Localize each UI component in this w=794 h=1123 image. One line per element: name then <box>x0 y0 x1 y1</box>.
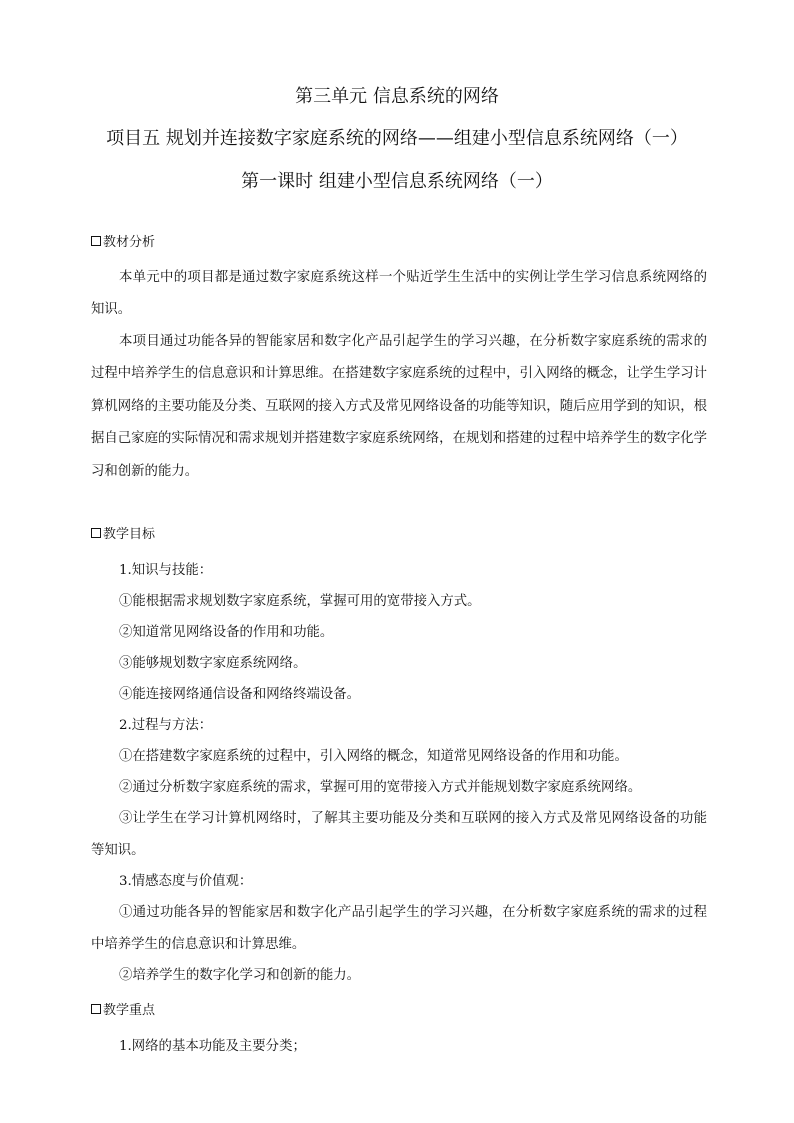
goal-item: ①通过功能各异的智能家居和数字化产品引起学生的学习兴趣，在分析数字家庭系统的需求的过程中培养学生的信息意识和计算思维。 <box>91 905 707 953</box>
goal-item: ④能连接网络通信设备和网络终端设备。 <box>119 687 361 702</box>
section-heading-goals <box>91 526 155 544</box>
checkbox-bullet-icon <box>91 528 101 538</box>
goal-label-process: 2.过程与方法： <box>119 718 213 733</box>
analysis-paragraph-1: 本单元中的项目都是通过数字家庭系统这样一个贴近学生生活中的实例让学生学习信息系统网络的知识。 <box>91 270 707 318</box>
project-title: 项目五 规划并连接数字家庭系统的网络——组建小型信息系统网络（一） <box>106 128 688 149</box>
section-heading-key-points <box>91 1002 155 1020</box>
goal-item: ②通过分析数字家庭系统的需求，掌握可用的宽带接入方式并能规划数字家庭系统网络。 <box>119 780 642 795</box>
goal-item: ②知道常见网络设备的作用和功能。 <box>119 625 334 640</box>
goal-item: ③能够规划数字家庭系统网络。 <box>119 656 307 671</box>
section-heading-label: 教材分析 <box>103 235 156 250</box>
analysis-paragraph-2: 本项目通过功能各异的智能家居和数字化产品引起学生的学习兴趣，在分析数字家庭系统的需求的过程中培养学生的信息意识和计算思维。在搭建数字家庭系统的过程中，引入网络的概念，让学生学习计算机网络的主要功能及分类、互联网的接入方式及常见网络设备的功能等知识，随后应用学到的知识，根据自己家庭的实际情况和需求规划并搭建数字家庭系统网络，在规划和搭建的过程中培养学生的数字化学习和创新的能力。 <box>91 334 707 479</box>
section-heading-label: 教学重点 <box>103 1003 156 1018</box>
goal-item: ②培养学生的数字化学习和创新的能力。 <box>119 968 361 983</box>
checkbox-bullet-icon <box>91 236 101 246</box>
key-point-item: 1.网络的基本功能及主要分类； <box>119 1039 306 1054</box>
section-heading-label: 教学目标 <box>103 527 156 542</box>
goal-item: ①能根据需求规划数字家庭系统，掌握可用的宽带接入方式。 <box>119 594 481 609</box>
unit-title: 第三单元 信息系统的网络 <box>295 86 499 107</box>
goal-item: ①在搭建数字家庭系统的过程中，引入网络的概念，知道常见网络设备的作用和功能。 <box>119 749 628 764</box>
section-heading-analysis <box>91 234 155 252</box>
lesson-title: 第一课时 组建小型信息系统网络（一） <box>241 171 553 192</box>
goal-label-knowledge: 1.知识与技能： <box>119 563 213 578</box>
goal-label-attitude: 3.情感态度与价值观： <box>119 874 253 889</box>
checkbox-bullet-icon <box>91 1004 101 1014</box>
goal-item: ③让学生在学习计算机网络时，了解其主要功能及分类和互联网的接入方式及常见网络设备的功能等知识。 <box>91 811 707 859</box>
